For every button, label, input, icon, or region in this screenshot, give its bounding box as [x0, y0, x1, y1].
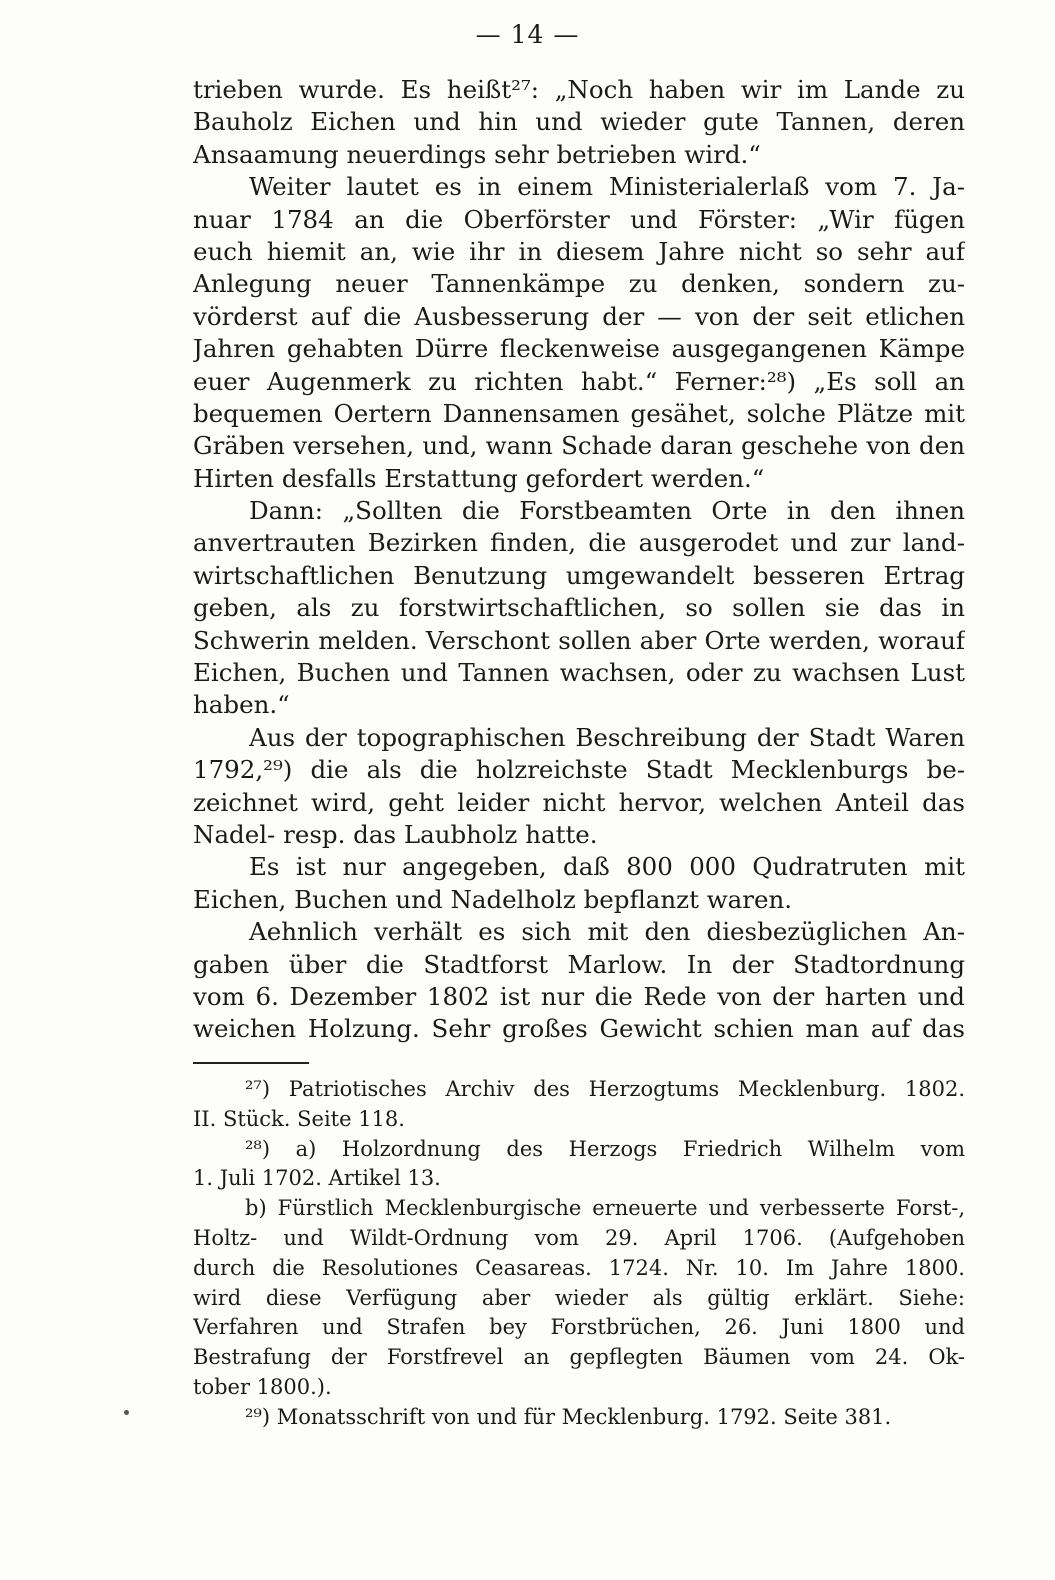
- footnote-line: Verfahren und Strafen bey Forstbrüchen, 26. Juni 1800 und: [193, 1315, 965, 1340]
- footnote-line: 1. Juli 1702. Artikel 13.: [193, 1166, 441, 1191]
- text-line: Nadel- resp. das Laubholz hatte.: [193, 819, 598, 849]
- text-line: Eichen, Buchen und Nadelholz bepflanzt waren.: [193, 884, 793, 914]
- footnote-line: wird diese Verfügung aber wieder als gültig erklärt. Siehe:: [193, 1285, 965, 1310]
- footnote-line: II. Stück. Seite 118.: [193, 1106, 405, 1131]
- footnote-line: ²⁹) Monatsschrift von und für Mecklenburg. 1792. Seite 381.: [245, 1404, 892, 1429]
- footnote-line: ²⁸) a) Holzordnung des Herzogs Friedrich Wilhelm vom: [245, 1136, 965, 1161]
- main-text: [193, 74, 965, 1046]
- margin-speck: [124, 1410, 129, 1415]
- footnote-line: b) Fürstlich Mecklenburgische erneuerte und verbesserte Forst-,: [245, 1196, 965, 1221]
- text-line: trieben wurde. Es heißt²⁷: „Noch haben wir im Lande zu: [193, 75, 965, 104]
- text-line: Bauholz Eichen und hin und wieder gute Tannen, deren: [193, 107, 965, 137]
- text-line: Es ist nur angegeben, daß 800 000 Qudratruten mit: [249, 852, 965, 882]
- text-line: wirtschaftlichen Benutzung umgewandelt besseren Ertrag: [193, 560, 965, 590]
- text-line: euer Augenmerk zu richten habt.“ Ferner:²⁸) „Es soll an: [193, 366, 965, 396]
- text-line: haben.“: [193, 690, 290, 720]
- text-line: vörderst auf die Ausbesserung der — von der seit etlichen: [193, 301, 965, 331]
- text-line: anvertrauten Bezirken finden, die ausgerodet und zur land-: [193, 528, 965, 558]
- footnote-line: tober 1800.).: [193, 1374, 332, 1399]
- text-line: Aehnlich verhält es sich mit den diesbezüglichen An-: [249, 917, 965, 947]
- text-line: Eichen, Buchen und Tannen wachsen, oder zu wachsen Lust: [193, 658, 965, 688]
- text-line: Anlegung neuer Tannenkämpe zu denken, sondern zu-: [193, 269, 965, 299]
- footnote-separator: [193, 1062, 309, 1064]
- text-line: Schwerin melden. Verschont sollen aber Orte werden, worauf: [193, 625, 965, 655]
- text-line: geben, als zu forstwirtschaftlichen, so sollen sie das in: [193, 593, 965, 623]
- text-line: nuar 1784 an die Oberförster und Förster: „Wir fügen: [193, 204, 965, 234]
- text-line: Hirten desfalls Erstattung gefordert werden.“: [193, 463, 765, 493]
- text-line: Weiter lautet es in einem Ministerialerlaß vom 7. Ja-: [249, 172, 965, 202]
- text-line: vom 6. Dezember 1802 ist nur die Rede von der harten und: [193, 981, 965, 1011]
- text-line: bequemen Oertern Dannensamen gesähet, solche Plätze mit: [193, 398, 965, 428]
- footnote-line: Bestrafung der Forstfrevel an gepflegten Bäumen vom 24. Ok-: [193, 1345, 965, 1370]
- footnote-line: ²⁷) Patriotisches Archiv des Herzogtums Mecklenburg. 1802.: [245, 1077, 965, 1101]
- text-line: gaben über die Stadtforst Marlow. In der Stadtordnung: [193, 949, 965, 979]
- footnote-line: Holtz- und Wildt-Ordnung vom 29. April 1706. (Aufgehoben: [193, 1225, 965, 1250]
- text-line: Aus der topographischen Beschreibung der Stadt Waren: [249, 722, 965, 752]
- footnotes: [193, 1075, 965, 1433]
- text-line: 1792,²⁹) die als die holzreichste Stadt Mecklenburgs be-: [193, 755, 965, 785]
- footnote-line: durch die Resolutiones Ceasareas. 1724. Nr. 10. Im Jahre 1800.: [193, 1255, 965, 1280]
- text-line: zeichnet wird, geht leider nicht hervor, welchen Anteil das: [193, 787, 965, 817]
- text-line: Dann: „Sollten die Forstbeamten Orte in den ihnen: [249, 496, 965, 526]
- text-line: Jahren gehabten Dürre fleckenweise ausgegangenen Kämpe: [193, 334, 965, 364]
- text-line: Ansaamung neuerdings sehr betrieben wird.“: [193, 139, 761, 169]
- text-line: euch hiemit an, wie ihr in diesem Jahre nicht so sehr auf: [193, 236, 965, 266]
- text-line: weichen Holzung. Sehr großes Gewicht schien man auf das: [193, 1014, 965, 1044]
- text-line: Gräben versehen, und, wann Schade daran geschehe von den: [193, 431, 965, 461]
- page-number: — 14 —: [475, 20, 580, 49]
